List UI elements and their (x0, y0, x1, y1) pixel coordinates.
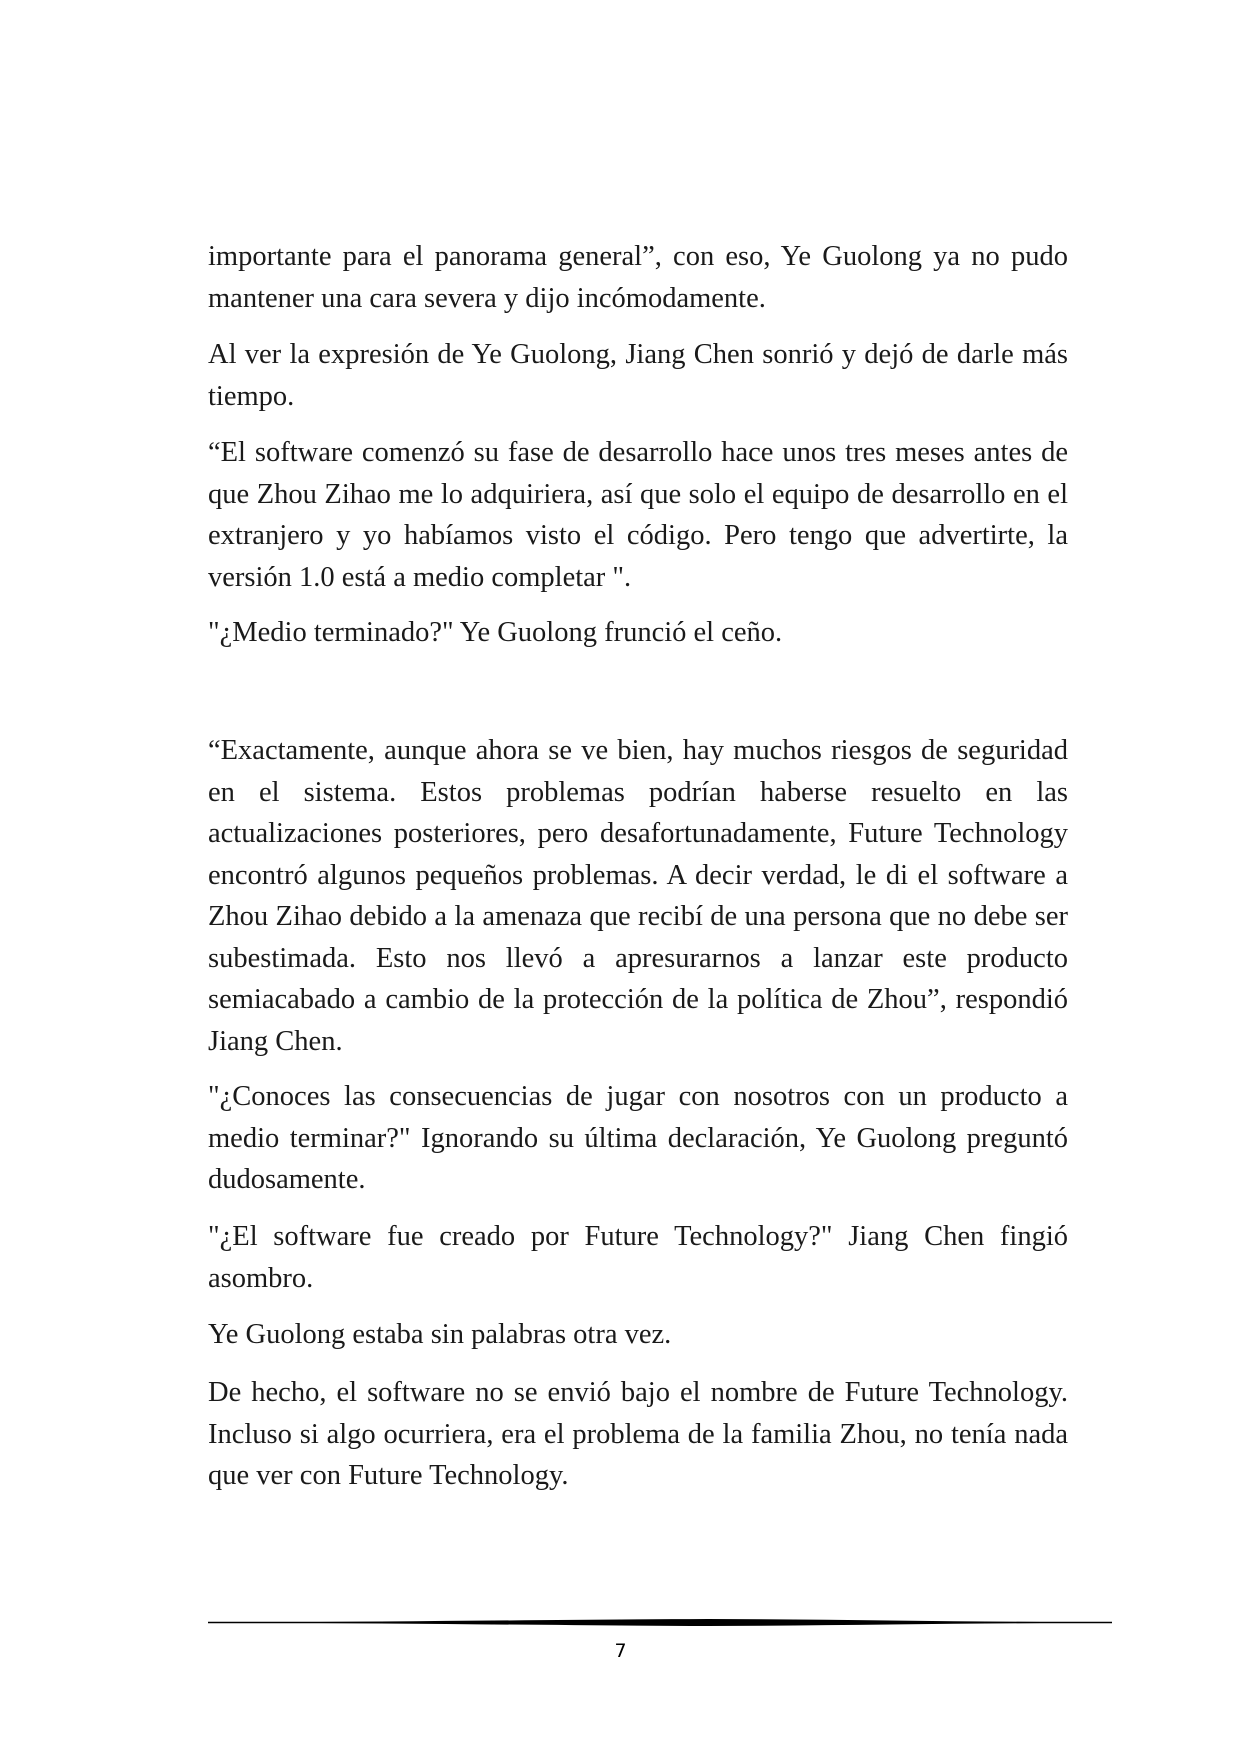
paragraph-2: Al ver la expresión de Ye Guolong, Jiang Chen sonrió y dejó de darle más tiempo. (208, 339, 1068, 412)
paragraph-7: "¿El software fue creado por Future Technology?" Jiang Chen fingió asombro. (208, 1221, 1068, 1294)
paragraph-3: “El software comenzó su fase de desarrollo hace unos tres meses antes de que Zhou Zihao me lo adquiriera, así que solo el equipo de desarrollo en el extranjero y yo habíamos visto el código. Pero tengo que advertirte, la versión 1.0 está a medio completar ". (208, 437, 1068, 593)
paragraph-4: "¿Medio terminado?" Ye Guolong frunció el ceño. (208, 617, 783, 648)
paragraph-5: “Exactamente, aunque ahora se ve bien, hay muchos riesgos de seguridad en el sistema. Estos problemas podrían haberse resuelto en las actualizaciones posteriores, pero desafortunadamente, Future Technology encontró algunos pequeños problemas. A decir verdad, le di el software a Zhou Zihao debido a la amenaza que recibí de una persona que no debe ser subestimada. Esto nos llevó a apresurarnos a lanzar este producto semiacabado a cambio de la protección de la política de Zhou”, respondió Jiang Chen. (208, 735, 1068, 1057)
footer-divider (208, 1616, 1112, 1630)
paragraph-8: Ye Guolong estaba sin palabras otra vez. (208, 1319, 672, 1350)
paragraph-9: De hecho, el software no se envió bajo el nombre de Future Technology. Incluso si algo ocurriera, era el problema de la familia Zhou, no tenía nada que ver con Future Technology. (208, 1377, 1068, 1491)
paragraph-6: "¿Conoces las consecuencias de jugar con nosotros con un producto a medio terminar?" Ignorando su última declaración, Ye Guolong preguntó dudosamente. (208, 1081, 1068, 1195)
page-number: 7 (614, 1640, 627, 1662)
paragraph-1: importante para el panorama general”, con eso, Ye Guolong ya no pudo mantener una cara severa y dijo incómodamente. (208, 241, 1068, 314)
